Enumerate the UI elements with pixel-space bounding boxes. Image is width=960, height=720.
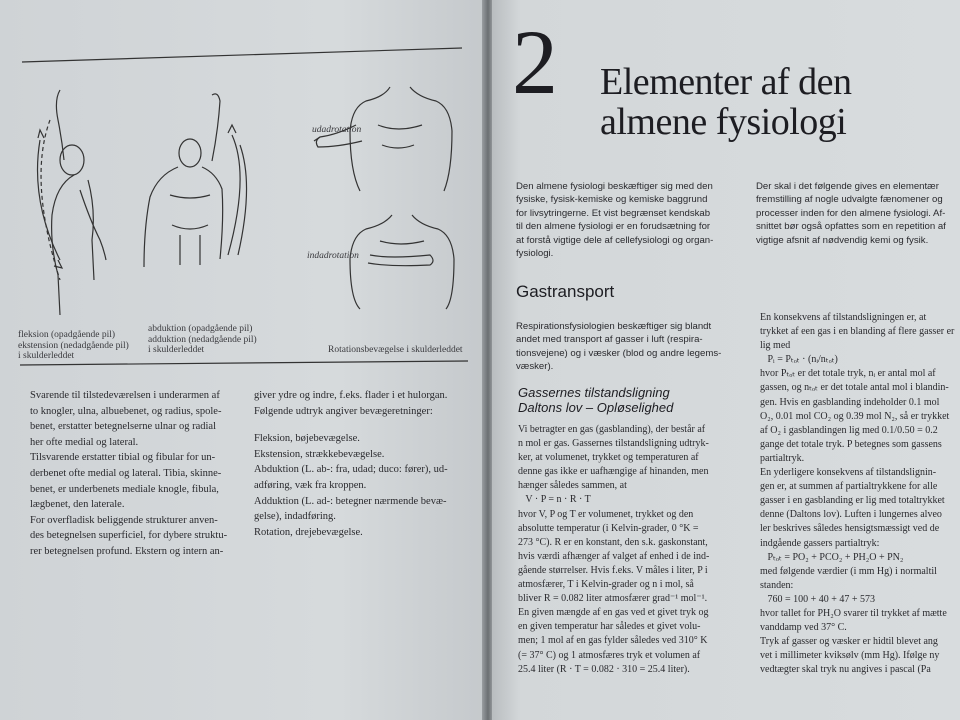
section-column-1: Respirationsfysiologien beskæftiger sig blandt andet med transport af gasser i luft (respira- tionsvejene) og i væsker (blod og andre legems- væsker). xyxy=(516,321,722,373)
label-indadrotation: indadrotation xyxy=(307,251,359,261)
body-column-2: En konsekvens af tilstandsligningen er, at trykket af een gas i en blanding af flere gasser er lig med Pᵢ = Pₜₒₜ · (nᵢ/nₜₒₜ) hvor Pₜₒₜ er det totale tryk, nᵢ er antal mol af gassen, og nₜₒₜ er det totale antal mol i blandin- gen. Hvis en gasblanding indeholder 0.1 mol O₂, 0.01 mol CO₂ og 0.39 mol N₂, så er trykket af O₂ i gasblandingen lig med 0.1/0.50 = 0.2 gange det totale tryk. P betegnes som gassens partialtryk. En yderligere konsekvens af tilstandslignin- gen er, at summen af partialtrykkene for alle gasser i en gasblanding er lig med totaltrykket denne (Daltons lov). Luften i lungernes alveo ler beskrives således hensigtsmæssigt ved de indgående gassers partialtryk: Pₜₒₜ = PO₂ + PCO₂ + PH₂O + PN₂ med følgende værdier (i mm Hg) i normaltil standen: 760 = 100 + 40 + 47 + 573 hvor tallet for PH₂O svarer til trykket af mætte vanddamp ved 37° C. Tryk af gasser og væsker er hidtil blevet ang vet i millimeter kviksølv (mm Hg). Ifølge ny vedtægter skal tryk nu angives i pascal (Pa xyxy=(760,312,955,676)
body-column-1: Vi betragter en gas (gasblanding), der består af n mol er gas. Gassernes tilstandsligning udtryk- ker, at volumenet, trykket og temperaturen af denne gas ikke er uafhængige af hinanden, men hænger således sammen, at V · P = n · R · T hvor V, P og T er volumenet, trykket og den absolutte temperatur (i Kelvin-grader, 0 °K = 273 °C). R er en konstant, den s.k. gaskonstant, hvis værdi afhænger af valget af enhed i de ind- gående størrelser. Hvis f.eks. V måles i liter, P i atmosfærer, T i Kelvin-grader og n i mol, så bliver R = 0.082 liter atmosfærer grad⁻¹ mol⁻¹. En given mængde af en gas ved et givet tryk og en given temperatur har således et givet volu- men; 1 mol af en gas fylder således ved 310° K (= 37° C) og 1 atmosfæres tryk et volumen af 25.4 liter (R · T = 0.082 · 310 = 25.4 liter). xyxy=(518,424,710,675)
figure-fleksion-illustration xyxy=(30,80,140,320)
chapter-title: Elementer af den almene fysiologi xyxy=(600,61,852,143)
figure-bottom-rule xyxy=(0,355,484,369)
caption-abduktion: abduktion (opadgående pil) adduktion (nedadgående pil) i skulderleddet xyxy=(148,324,257,355)
figure-top-rule xyxy=(0,40,484,70)
left-text-column-1: Svarende til tilstedeværelsen i underarmen af to knogler, ulna, albuebenet, og radius, spole- benet, erstatter betegnelserne ulnar og radial her ofte medial og lateral. Tilsvarende erstatter tibial og fibular for un- derbenet ofte medial og lateral. Tibia, skinne- benet, er underbenets mediale knogle, fibula, lægbenet, den laterale. For overfladisk beliggende strukturer anven- des betegnelsen superficiel, for dybere struktu- rer betegnelsen profund. Ekstern og intern an- xyxy=(30,390,228,557)
caption-rotation: Rotationsbevægelse i skulderleddet xyxy=(328,345,463,355)
intro-column-1: Den almene fysiologi beskæftiger sig med den fysiske, fysisk-kemiske og kemiske baggrund for livsytringerne. Et vist begrænset kendskab til den almene fysiologi er en forudsætning for at forstå vigtige dele af cellefysiologi og organ- fysiologi. xyxy=(516,181,714,260)
right-page xyxy=(492,0,960,720)
section-heading: Gastransport xyxy=(516,282,615,301)
caption-fleksion: fleksion (opadgående pil) ekstension (nedadgående pil) i skulderleddet xyxy=(18,330,129,361)
label-udadrotation: udadrotation xyxy=(312,125,362,135)
left-text-column-2: giver ydre og indre, f.eks. flader i et hulorgan. Følgende udtryk angiver bevægeretninger: Fleksion, bøjebevægelse. Ekstension, strækkebevægelse. Abduktion (L. ab-: fra, udad; duco: fører), ud- adføring, væk fra kroppen. Adduktion (L. ad-: betegner nærmende bevæ- gelse), indadføring. Rotation, drejebevægelse. xyxy=(254,390,448,538)
figure-rotation-illustration xyxy=(310,85,470,315)
subheading: Gassernes tilstandsligning Daltons lov – Opløselighed xyxy=(518,385,674,415)
figure-abduktion-illustration xyxy=(140,85,260,285)
chapter-number: 2 xyxy=(512,11,558,113)
intro-column-2: Der skal i det følgende gives en elementær fremstilling af nogle udvalgte fænomener og processer inden for den almene fysiologi. Af- snittet bør også opfattes som en repetition af vigtige afsnit af nødvendig kemi og fysik. xyxy=(756,181,946,246)
